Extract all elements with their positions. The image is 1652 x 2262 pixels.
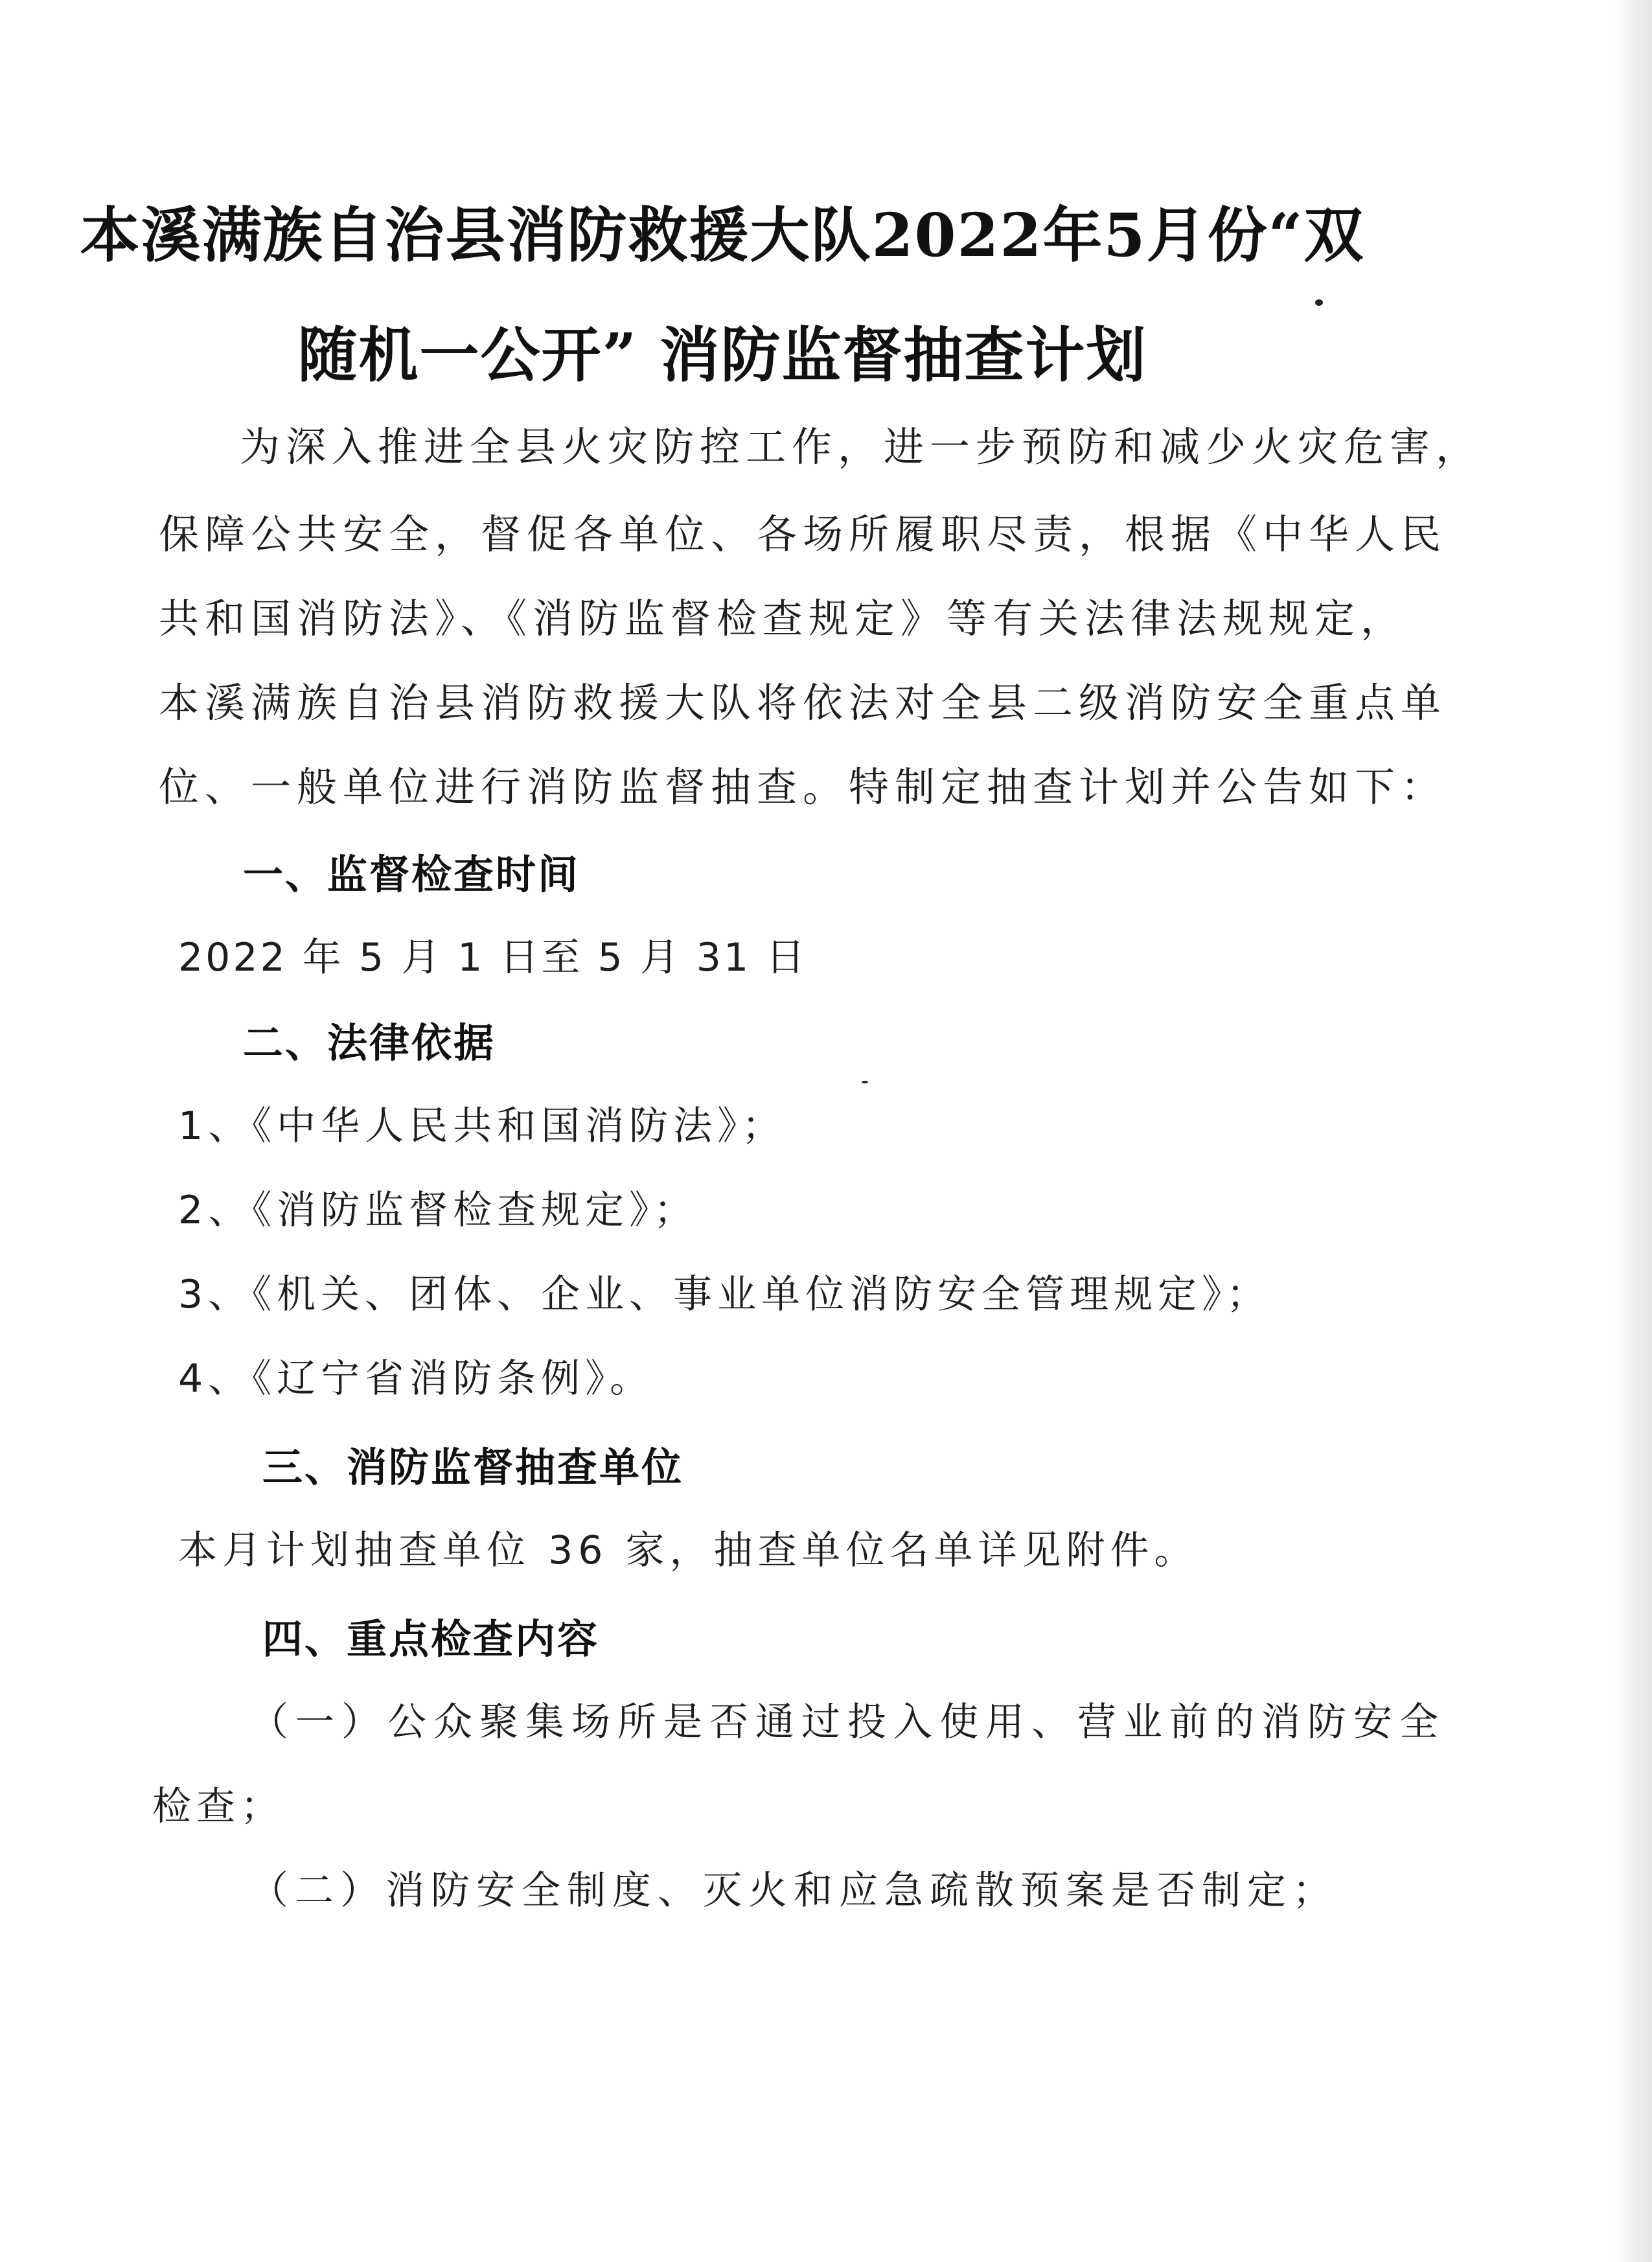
section-2-heading: 二、法律依据 bbox=[243, 1019, 496, 1067]
scan-page-edge bbox=[1613, 0, 1652, 2262]
section-4-heading: 四、重点检查内容 bbox=[262, 1615, 600, 1663]
key-content-item-2: （二）消防安全制度、灭火和应急疏散预案是否制定； bbox=[249, 1868, 1338, 1913]
legal-basis-item-4: 4、《辽宁省消防条例》。 bbox=[178, 1356, 654, 1402]
legal-basis-item-2: 2、《消防监督检查规定》； bbox=[178, 1188, 698, 1233]
intro-line-5: 位、一般单位进行消防监督抽查。特制定抽查计划并公告如下： bbox=[159, 763, 1447, 811]
intro-line-3: 共和国消防法》、《消防监督检查规定》等有关法律法规规定， bbox=[159, 595, 1407, 642]
inspection-period: 2022 年 5 月 1 日至 5 月 31 日 bbox=[178, 935, 808, 980]
key-content-item-1-continued: 检查； bbox=[152, 1784, 284, 1829]
inspection-units: 本月计划抽查单位 36 家，抽查单位名单详见附件。 bbox=[178, 1528, 1199, 1573]
scan-speck bbox=[1315, 299, 1323, 306]
key-content-item-1: （一）公众聚集场所是否通过投入使用、营业前的消防安全 bbox=[249, 1700, 1445, 1745]
section-1-heading: 一、监督检查时间 bbox=[243, 851, 580, 898]
document-title-line-1: 本溪满族自治县消防救援大队2022年5月份“双 bbox=[80, 200, 1365, 270]
scan-speck bbox=[862, 1081, 868, 1083]
intro-line-2: 保障公共安全，督促各单位、各场所履职尽责，根据《中华人民 bbox=[159, 511, 1447, 558]
intro-line-4: 本溪满族自治县消防救援大队将依法对全县二级消防安全重点单 bbox=[159, 679, 1447, 726]
section-3-heading: 三、消防监督抽查单位 bbox=[262, 1444, 684, 1491]
legal-basis-item-1: 1、《中华人民共和国消防法》； bbox=[178, 1103, 786, 1149]
legal-basis-item-3: 3、《机关、团体、企业、事业单位消防安全管理规定》； bbox=[178, 1272, 1271, 1317]
document-title-line-2: 随机一公开” 消防监督抽查计划 bbox=[297, 320, 1147, 390]
intro-line-1: 为深入推进全县火灾防控工作，进一步预防和减少火灾危害， bbox=[240, 423, 1482, 470]
